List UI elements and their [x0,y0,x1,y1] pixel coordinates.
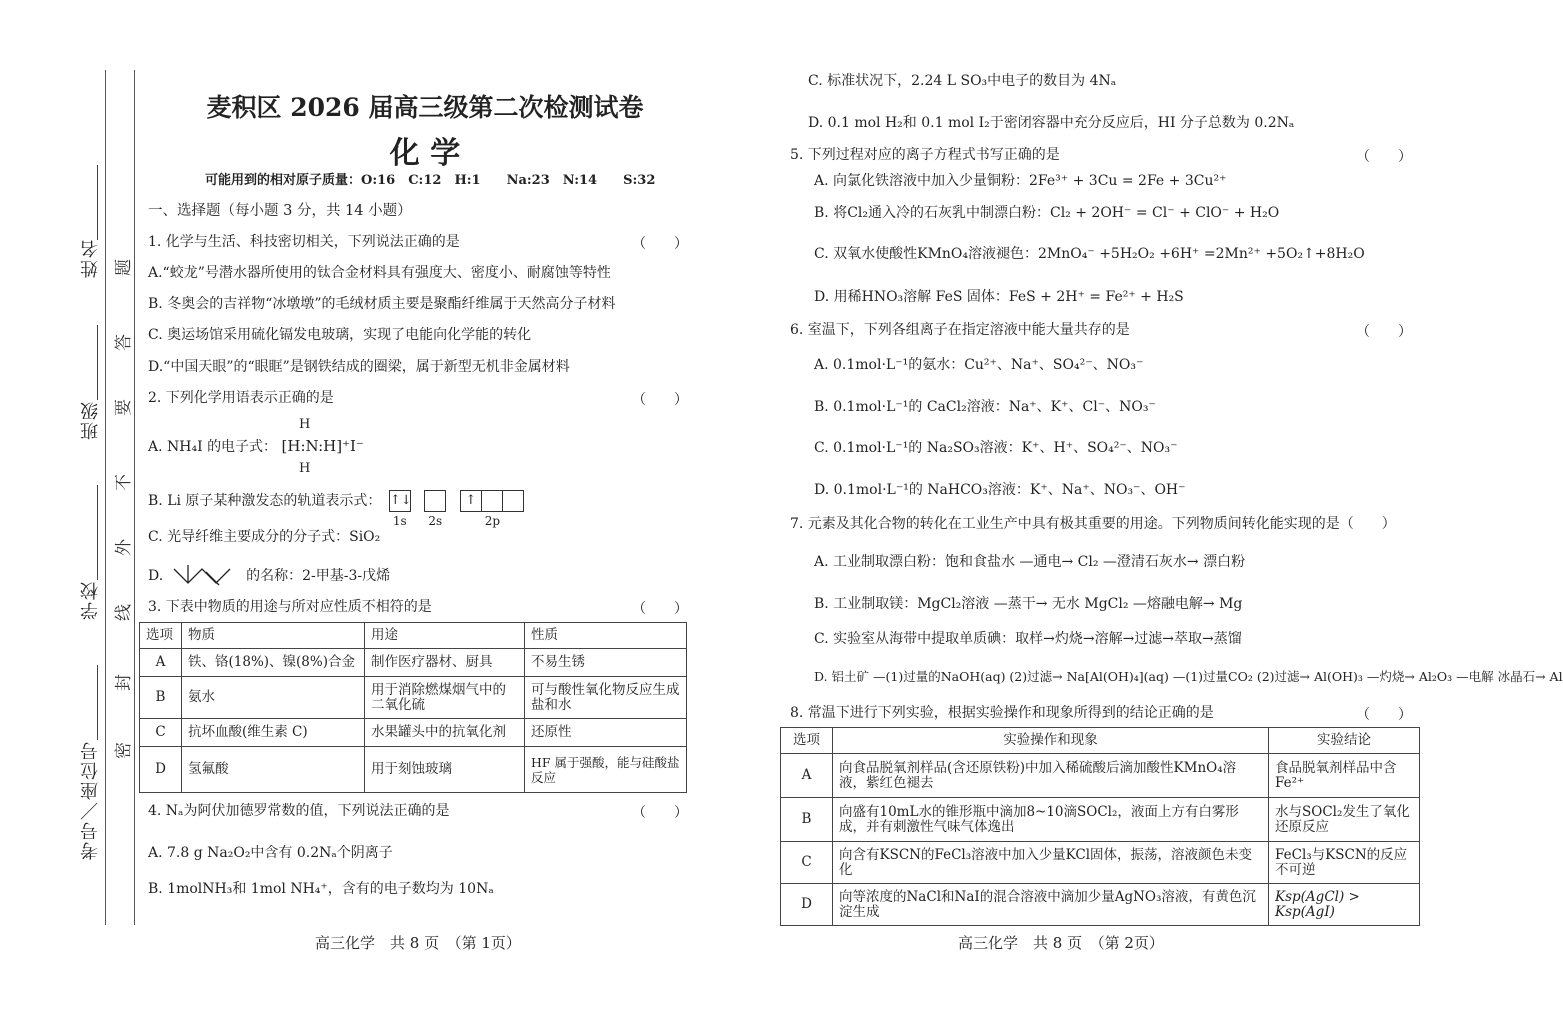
subject-title: 化 学 [389,136,461,171]
q4-option-a[interactable]: A. 7.8 g Na₂O₂中含有 0.2Nₐ个阴离子 [148,845,393,861]
answer-paren[interactable]: （ ） [632,601,688,617]
q7-option-c[interactable]: C. 实验室从海带中提取单质碘：取样→灼烧→溶解→过滤→萃取→蒸馏 [814,631,1242,647]
q8-header-cell: 实验操作和现象 [833,728,1269,754]
table-row: B 氨水 用于消除燃煤烟气中的二氧化硫 可与酸性氧化物反应生成盐和水 [140,677,687,719]
orbital-2s: 2s [425,490,446,512]
seal-char: 答 [114,334,134,351]
q3-table [139,622,687,793]
school-blank[interactable] [97,485,98,580]
q2d-suffix: 的名称：2-甲基-3-戊烯 [246,568,391,584]
seal-char: 封 [114,674,134,691]
q5-option-b[interactable]: B. 将Cl₂通入冷的石灰乳中制漂白粉：Cl₂ + 2OH⁻ = Cl⁻ + ClO⁻ + H₂O [814,205,1280,221]
q5-option-a[interactable]: A. 向氯化铁溶液中加入少量铜粉：2Fe³⁺ + 3Cu = 2Fe + 3Cu²⁺ [814,173,1227,189]
q2-option-a[interactable] [148,437,364,456]
q5-option-c[interactable]: C. 双氧水使酸性KMnO₄溶液褪色：2MnO₄⁻ +5H₂O₂ +6H⁺ =2Mn²⁺ +5O₂↑+8H₂O [814,246,1365,262]
q6-option-b[interactable]: B. 0.1mol·L⁻¹的 CaCl₂溶液：Na⁺、K⁺、Cl⁻、NO₃⁻ [814,399,1156,415]
q4-option-d[interactable]: D. 0.1 mol H₂和 0.1 mol I₂于密闭容器中充分反应后，HI 分子总数为 0.2Nₐ [808,115,1295,131]
school-label: 学校 [80,580,101,620]
name-blank[interactable] [97,165,98,240]
q6-option-a[interactable]: A. 0.1mol·L⁻¹的氨水：Cu²⁺、Na⁺、SO₄²⁻、NO₃⁻ [814,357,1144,373]
page-1-footer: 高三化学 共 8 页 （第 1页） [315,934,521,952]
q2-option-d[interactable] [148,563,390,589]
atomic-masses: 可能用到的相对原子质量：O:16 C:12 H:1 Na:23 N:14 S:32 [205,173,656,188]
table-row: A 向食品脱氧剂样品(含还原铁粉)中加入稀硫酸后滴加酸性KMnO₄溶液，紫红色褪去 食品脱氧剂样品中含Fe²⁺ [781,754,1420,798]
q1-option-a[interactable]: A.“蛟龙”号潜水器所使用的钛合金材料具有强度大、密度小、耐腐蚀等特性 [148,265,611,281]
q7-option-a[interactable]: A. 工业制取漂白粉：饱和食盐水 —通电→ Cl₂ —澄清石灰水→ 漂白粉 [814,554,1246,570]
h-top: H [299,417,311,432]
q2-option-c[interactable]: C. 光导纤维主要成分的分子式：SiO₂ [148,529,381,545]
q3-header-cell: 用途 [365,623,525,649]
q2a-formula: [H:N:H]⁺I⁻ [281,437,364,455]
seal-char: 不 [114,474,134,491]
q4-option-c[interactable]: C. 标准状况下，2.24 L SO₃中电子的数目为 4Nₐ [808,73,1117,89]
q8-header-cell: 实验结论 [1269,728,1420,754]
q8-header-cell: 选项 [781,728,833,754]
answer-paren[interactable]: （ ） [1356,149,1412,165]
q1-option-b[interactable]: B. 冬奥会的吉祥物“冰墩墩”的毛绒材质主要是聚酯纤维属于天然高分子材料 [148,296,616,312]
orbital-1s: ↑↓ 1s [390,490,411,512]
table-row: A 铁、铬(18%)、镍(8%)合金 制作医疗器材、厨具 不易生锈 [140,649,687,677]
q7-option-d[interactable]: D. 铝土矿 —(1)过量的NaOH(aq) (2)过滤→ Na[Al(OH)₄](aq) —(1)过量CO₂ (2)过滤→ Al(OH)₃ —灼烧→ Al₂O₃ —电解 冰晶石→ Al [814,669,1563,684]
binding-line-outer [105,70,106,925]
answer-paren[interactable]: （ ） [1356,324,1412,340]
answer-paren[interactable]: （ ） [632,392,688,408]
exam-title: 麦积区 2026 届高三级第二次检测试卷 [206,93,644,122]
q2b-prefix: B. Li 原子某种激发态的轨道表示式： [148,493,382,509]
table-row: D 向等浓度的NaCl和NaI的混合溶液中滴加少量AgNO₃溶液，有黄色沉淀生成 Ksp(AgCl) > Ksp(AgI) [781,884,1420,926]
q3-header-cell: 物质 [182,623,365,649]
question-5: 5. 下列过程对应的离子方程式书写正确的是 [790,147,1060,163]
q2-option-b[interactable] [148,490,524,528]
question-3: 3. 下表中物质的用途与所对应性质不相符的是 [148,599,432,615]
table-row: B 向盛有10mL水的锥形瓶中滴加8~10滴SOCl₂，液面上方有白雾形成，并有刺激性气味气体逸出 水与SOCl₂发生了氧化还原反应 [781,798,1420,842]
q5-option-d[interactable]: D. 用稀HNO₃溶解 FeS 固体：FeS + 2H⁺ = Fe²⁺ + H₂S [814,289,1184,305]
seal-char: 外 [114,539,134,556]
q8-table [780,727,1420,926]
q7-option-b[interactable]: B. 工业制取镁：MgCl₂溶液 —蒸干→ 无水 MgCl₂ —熔融电解→ Mg [814,596,1243,612]
q4-option-b[interactable]: B. 1molNH₃和 1mol NH₄⁺，含有的电子数均为 10Nₐ [148,881,494,897]
answer-paren[interactable]: （ ） [632,805,688,821]
question-8: 8. 常温下进行下列实验，根据实验操作和现象所得到的结论正确的是 [790,705,1214,721]
seat-label: 考号／座位号 [80,740,101,860]
name-label: 姓名 [80,238,101,278]
table-row: D 氢氟酸 用于刻蚀玻璃 HF 属于强酸，能与硅酸盐反应 [140,747,687,793]
q6-option-d[interactable]: D. 0.1mol·L⁻¹的 NaHCO₃溶液：K⁺、Na⁺、NO₃⁻、OH⁻ [814,482,1186,498]
seal-char: 题 [114,259,134,276]
q3-header-cell: 选项 [140,623,182,649]
q2a-prefix: A. NH₄I 的电子式： [148,439,278,455]
seat-blank[interactable] [97,665,98,740]
seal-char: 要 [114,399,134,416]
question-2: 2. 下列化学用语表示正确的是 [148,390,334,406]
q1-option-c[interactable]: C. 奥运场馆采用硫化镉发电玻璃，实现了电能向化学能的转化 [148,327,532,343]
q6-option-c[interactable]: C. 0.1mol·L⁻¹的 Na₂SO₃溶液：K⁺、H⁺、SO₄²⁻、NO₃⁻ [814,440,1178,456]
seal-char: 密 [114,742,134,759]
skeletal-formula-icon [170,563,240,589]
answer-paren[interactable]: （ ） [632,236,688,252]
section-heading: 一、选择题（每小题 3 分，共 14 小题） [148,203,412,219]
q1-option-d[interactable]: D.“中国天眼”的“眼眶”是钢铁结成的圈梁，属于新型无机非金属材料 [148,359,570,375]
q2d-prefix: D. [148,568,164,584]
seal-char: 线 [114,604,134,621]
h-bottom: H [299,461,311,476]
class-label: 班级 [80,400,101,440]
question-4: 4. Nₐ为阿伏加德罗常数的值，下列说法正确的是 [148,803,450,819]
table-row: C 抗坏血酸(维生素 C) 水果罐头中的抗氧化剂 还原性 [140,719,687,747]
question-6: 6. 室温下，下列各组离子在指定溶液中能大量共存的是 [790,322,1130,338]
question-1: 1. 化学与生活、科技密切相关，下列说法正确的是 [148,234,460,250]
page-2-footer: 高三化学 共 8 页 （第 2页） [958,934,1164,952]
q3-header-cell: 性质 [525,623,687,649]
orbital-2p: ↑ 2p [461,490,524,512]
question-7: 7. 元素及其化合物的转化在工业生产中具有极其重要的用途。下列物质间转化能实现的是（ ） [790,516,1396,532]
class-blank[interactable] [97,325,98,400]
table-row: C 向含有KSCN的FeCl₃溶液中加入少量KCl固体，振荡，溶液颜色未变化 FeCl₃与KSCN的反应不可逆 [781,842,1420,884]
binding-line-inner [134,70,135,925]
answer-paren[interactable]: （ ） [1356,707,1412,723]
